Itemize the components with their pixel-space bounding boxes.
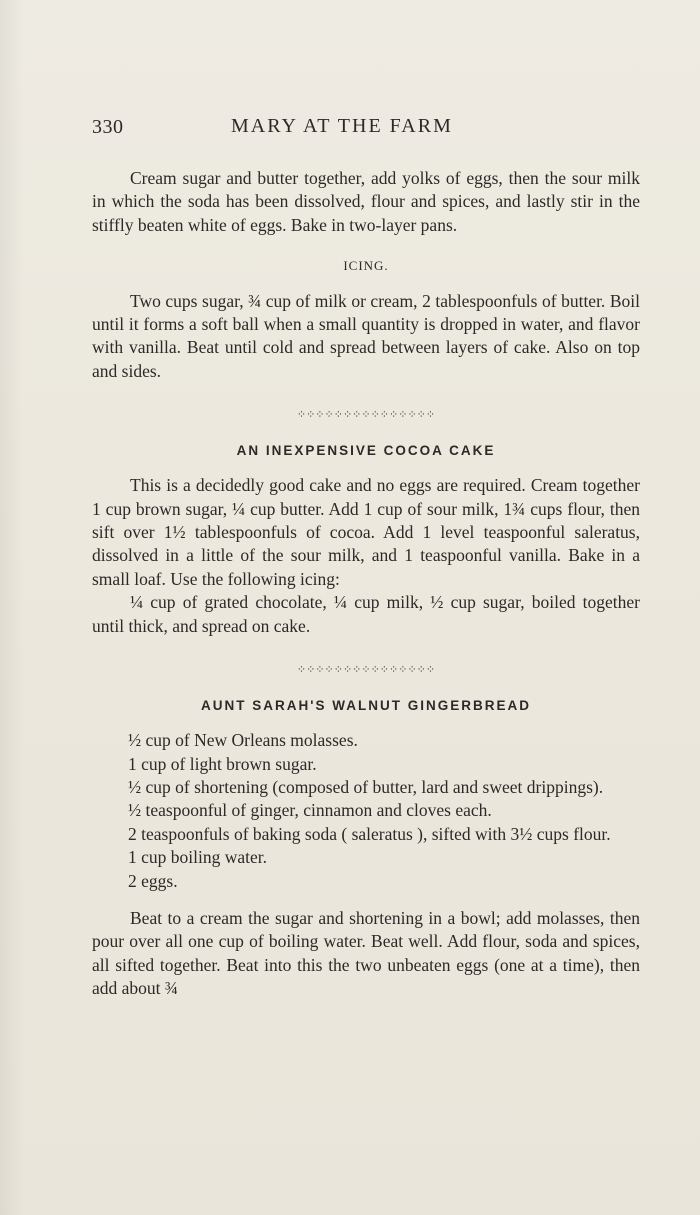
ingredient-line: 2 teaspoonfuls of baking soda ( saleratus ), sifted with 3½ cups flour.	[128, 823, 611, 844]
page-number: 330	[92, 116, 124, 138]
ornament-divider: ⁘⁘⁘⁘⁘⁘⁘⁘⁘⁘⁘⁘⁘⁘⁘	[296, 664, 436, 677]
spacer	[92, 893, 640, 907]
gingerbread-method-paragraph: Beat to a cream the sugar and shortening in a bowl; add molasses, then pour over all one cup of boiling water. Beat well. Add flour, soda and spices, all sifted together. Beat into this the two unbeaten eggs (one at a time), then add about ¾	[92, 907, 640, 999]
ingredient-line: ½ teaspoonful of ginger, cinnamon and cloves each.	[128, 800, 492, 821]
ingredient-line: ½ cup of shortening (composed of butter, lard and sweet drippings).	[128, 776, 604, 797]
cocoa-cake-heading: AN INEXPENSIVE COCOA CAKE	[236, 443, 496, 459]
cake-method-paragraph: Cream sugar and butter together, add yolks of eggs, then the sour milk in which the soda has been dissolved, flour and spices, and lastly stir in the stiffly beaten white of eggs. Bake in two-layer pans.	[92, 168, 640, 235]
ingredient-line: 1 cup boiling water.	[128, 847, 268, 868]
page-body	[92, 167, 640, 1001]
icing-heading: ICING.	[343, 258, 389, 274]
ingredient-line: 2 eggs.	[128, 870, 178, 891]
ingredient-line: ½ cup of New Orleans molasses.	[128, 730, 358, 751]
page-header	[92, 116, 640, 144]
cocoa-icing-paragraph: ¼ cup of grated chocolate, ¼ cup milk, ½ cup sugar, boiled together until thick, and spread on cake.	[92, 592, 640, 636]
ingredient-line: 1 cup of light brown sugar.	[128, 753, 317, 774]
running-head: MARY AT THE FARM	[231, 115, 453, 137]
gutter-shadow	[0, 0, 24, 1215]
ornament-divider: ⁘⁘⁘⁘⁘⁘⁘⁘⁘⁘⁘⁘⁘⁘⁘	[296, 409, 436, 422]
gingerbread-heading: AUNT SARAH'S WALNUT GINGERBREAD	[201, 698, 531, 714]
icing-paragraph: Two cups sugar, ¾ cup of milk or cream, 2 tablespoonfuls of butter. Boil until it forms a soft ball when a small quantity is dropped in water, and flavor with vanilla. Beat until cold and spread between layers of cake. Also on top and sides.	[92, 290, 640, 381]
cocoa-cake-paragraph: This is a decidedly good cake and no eggs are required. Cream together 1 cup brown sugar, ¼ cup butter. Add 1 cup of sour milk, 1¾ cups flour, then sift over 1½ tablespoonfuls of cocoa. Add 1 level teaspoonful saleratus, dissolved in a little of the sour milk, and 1 teaspoonful vanilla. Bake in a small loaf. Use the following icing:	[92, 475, 640, 589]
